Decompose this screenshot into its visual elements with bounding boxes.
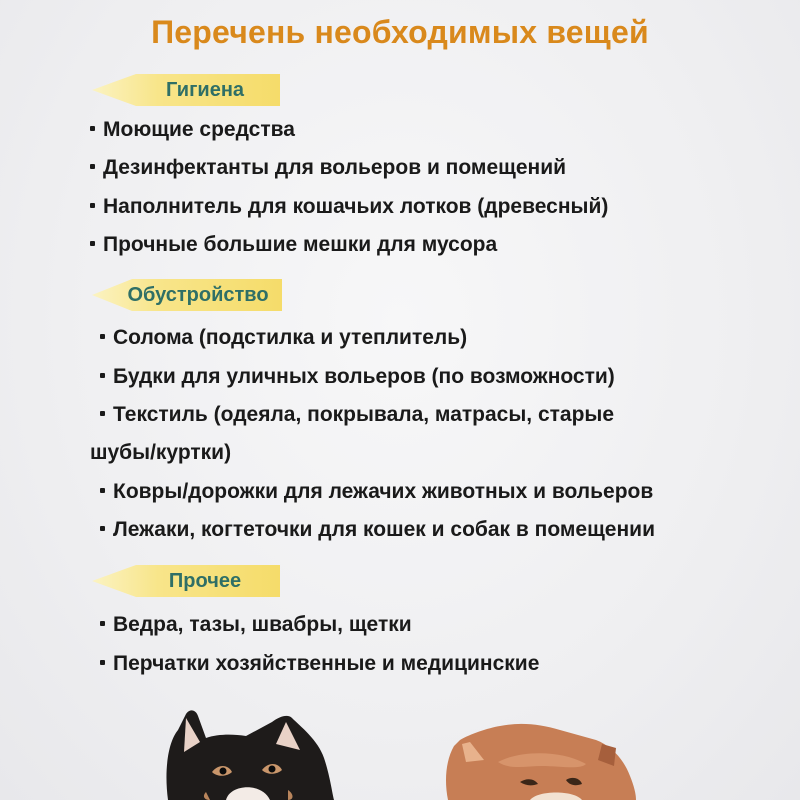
bullet-icon bbox=[100, 488, 105, 493]
section-label: Гигиена bbox=[165, 79, 245, 101]
dogs-illustration bbox=[0, 700, 800, 800]
section-label: Прочее bbox=[168, 570, 242, 592]
husky-dog-icon bbox=[166, 710, 334, 800]
section-tag-other bbox=[92, 565, 280, 597]
bullet-icon bbox=[100, 526, 105, 531]
bullet-icon bbox=[100, 411, 105, 416]
bullet-icon bbox=[90, 164, 95, 169]
shiba-dog-icon bbox=[446, 724, 636, 800]
list-item: Перчатки хозяйственные и медицинские bbox=[100, 651, 539, 677]
bullet-icon bbox=[100, 334, 105, 339]
section-tag-hygiene bbox=[92, 74, 280, 106]
bullet-icon bbox=[90, 126, 95, 131]
list-item: Текстиль (одеяла, покрывала, матрасы, старые bbox=[100, 402, 614, 428]
bullet-icon bbox=[100, 621, 105, 626]
section-label: Обустройство bbox=[127, 284, 269, 306]
bullet-icon bbox=[100, 660, 105, 665]
section-tag-arrangement bbox=[92, 279, 282, 311]
list-item: Будки для уличных вольеров (по возможности) bbox=[100, 364, 615, 390]
list-item: Наполнитель для кошачьих лотков (древесный) bbox=[90, 194, 608, 220]
bullet-icon bbox=[90, 241, 95, 246]
bullet-icon bbox=[100, 373, 105, 378]
list-item: Солома (подстилка и утеплитель) bbox=[100, 325, 467, 351]
list-item: Прочные большие мешки для мусора bbox=[90, 232, 497, 258]
list-item: Ведра, тазы, швабры, щетки bbox=[100, 612, 412, 638]
list-item-continuation: шубы/куртки) bbox=[90, 441, 232, 464]
list-item: Лежаки, когтеточки для кошек и собак в помещении bbox=[100, 517, 655, 543]
list-item: Дезинфектанты для вольеров и помещений bbox=[90, 155, 566, 181]
list-item: Моющие средства bbox=[90, 117, 295, 143]
page-title: Перечень необходимых вещей bbox=[151, 14, 649, 50]
list-item: Ковры/дорожки для лежачих животных и вольеров bbox=[100, 479, 653, 505]
bullet-icon bbox=[90, 203, 95, 208]
